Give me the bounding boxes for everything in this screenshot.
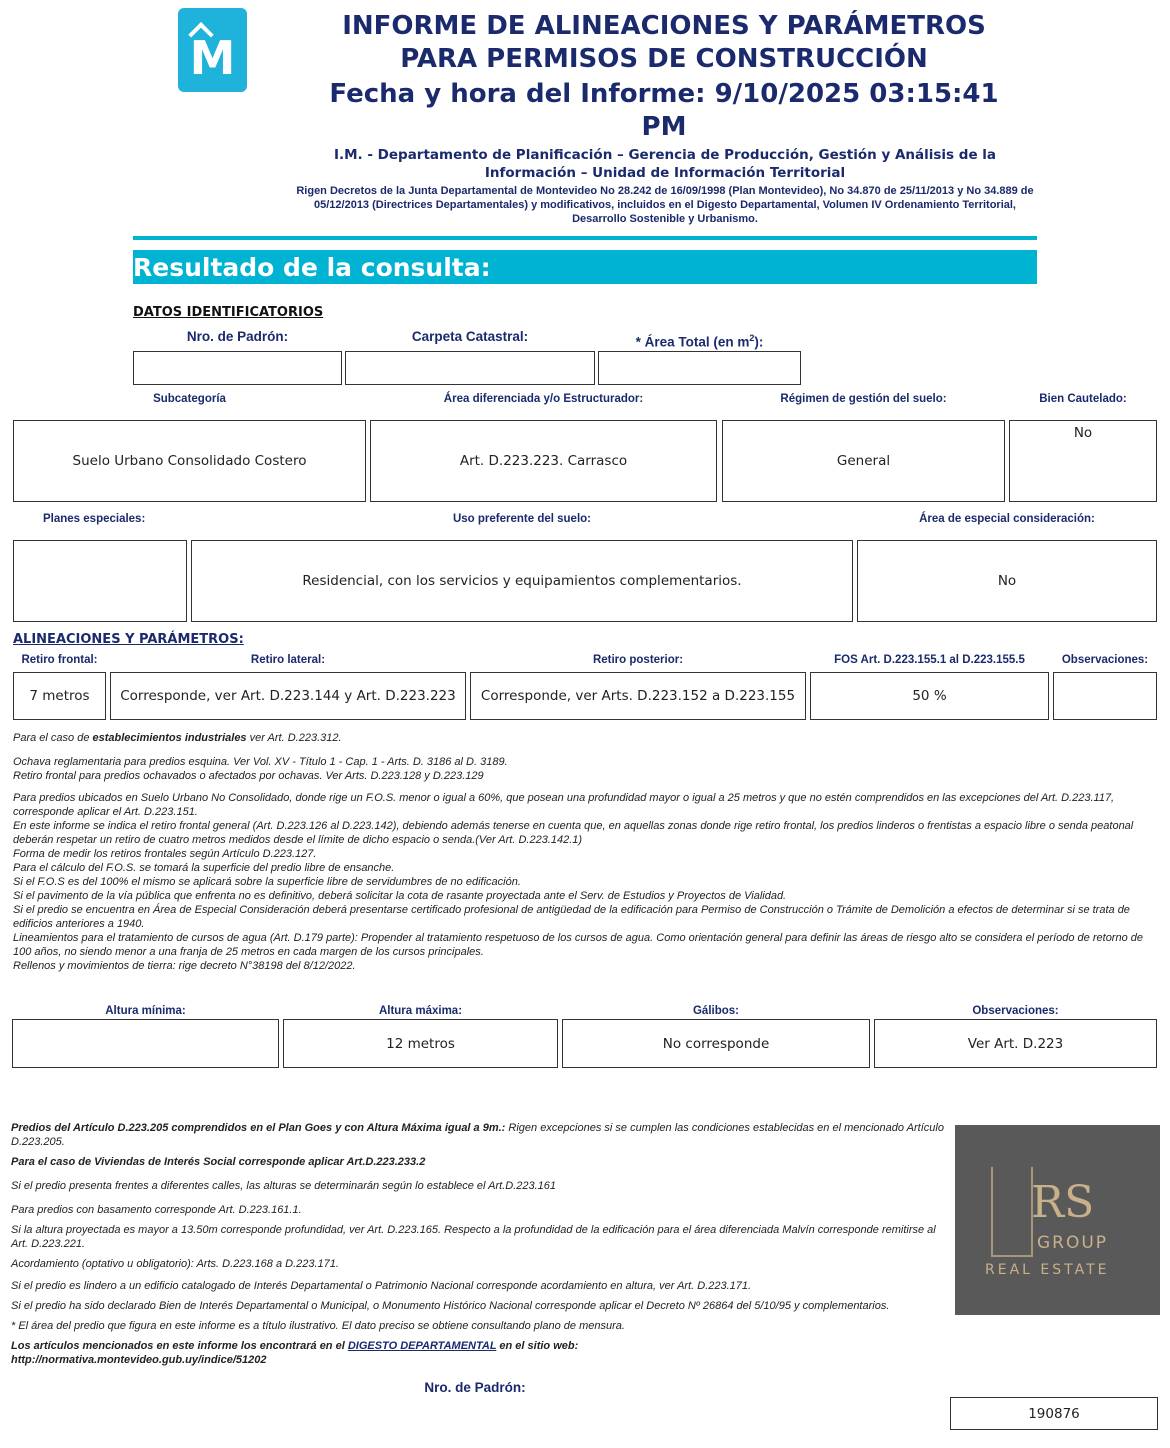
rs-group-watermark: RS GROUP REAL ESTATE xyxy=(955,1125,1160,1315)
area-field xyxy=(598,351,801,385)
note: Ochava reglamentaria para predios esquina. Ver Vol. XV - Título 1 - Cap. 1 - Arts. D. 3186 al D. 3189. Retiro frontal para predios ochavados o afectados por ochavas. Ver Arts. D.223.128 y D.223.129 xyxy=(13,756,508,782)
department: I.M. - Departamento de Planificación – Gerencia de Producción, Gestión y Análisis de la Información – Unidad de Información Territorial xyxy=(333,147,997,181)
notes-alturas xyxy=(11,1121,946,1367)
regimen-value: General xyxy=(722,420,1005,502)
digesto-note: Los artículos mencionados en este informe los encontrará en el DIGESTO DEPARTAMENTAL en el sitio web: http://normativa.montevideo.gub.uy/indice/51202 xyxy=(11,1340,579,1366)
bien-cautelado-label: Bien Cautelado: xyxy=(1039,393,1127,405)
digesto-url[interactable]: http://normativa.montevideo.gub.uy/indice/51202 xyxy=(11,1354,267,1366)
footer-padron-label: Nro. de Padrón: xyxy=(424,1380,526,1395)
notes-alineaciones xyxy=(13,731,1153,973)
note: Para el caso de Viviendas de Interés Social corresponde aplicar Art.D.223.233.2 xyxy=(11,1156,426,1168)
report-date-pm: PM xyxy=(641,112,687,142)
observaciones-label: Observaciones: xyxy=(1061,654,1149,666)
report-title-2: PARA PERMISOS DE CONSTRUCCIÓN xyxy=(400,44,928,74)
note: Si el predio presenta frentes a diferentes calles, las alturas se determinarán según lo establece el Art.D.223.161 xyxy=(11,1180,557,1192)
subcategoria-label: Subcategoría xyxy=(153,393,226,405)
note: Para predios con basamento corresponde Art. D.223.161.1. xyxy=(11,1204,302,1216)
carpeta-label: Carpeta Catastral: xyxy=(411,329,529,344)
area-label: * Área Total (en $m^2$): xyxy=(635,333,764,350)
area-diferenciada-label: Área diferenciada y/o Estructurador: xyxy=(443,393,644,405)
note: * El área del predio que figura en este informe es a título ilustrativo. El dato preciso se obtiene consultando plano de mensura. xyxy=(11,1320,625,1332)
note: Si la altura proyectada es mayor a 13.50m corresponde profundidad, ver Art. D.223.165. Respecto a la profundidad de la edificación para el área diferenciada Malvín corresponde remitirse al Art. D.223.221. xyxy=(11,1224,936,1250)
altura-maxima-label: Altura máxima: xyxy=(378,1005,463,1017)
im-logo: M xyxy=(178,8,247,92)
observaciones-value xyxy=(1053,672,1157,720)
area-especial-label: Área de especial consideración: xyxy=(919,513,1095,525)
fos-value: 50 % xyxy=(810,672,1049,720)
ident-heading: DATOS IDENTIFICATORIOS xyxy=(133,305,324,320)
alturas-observaciones-label: Observaciones: xyxy=(972,1005,1059,1017)
altura-minima-value xyxy=(12,1019,279,1068)
note: Acordamiento (optativo u obligatorio): Arts. D.223.168 a D.223.171. xyxy=(11,1258,339,1270)
galibos-label: Gálibos: xyxy=(692,1005,739,1017)
decree-text: Rigen Decretos de la Junta Departamental de Montevideo No 28.242 de 16/09/1998 (Plan Montevideo), No 34.870 de 25/11/2013 y No 34.889 de 05/12/2013 (Directrices Departamentales) y modificativos, incluidos en el Digesto Departamental, Volumen IV Ordenamiento Territorial, Desarrollo Sostenible y Urbanismo. xyxy=(296,185,1034,225)
altura-maxima-value: 12 metros xyxy=(283,1019,558,1068)
altura-minima-label: Altura mínima: xyxy=(105,1005,186,1017)
uso-label: Uso preferente del suelo: xyxy=(452,513,592,525)
padron-field xyxy=(133,351,342,385)
subcategoria-value: Suelo Urbano Consolidado Costero xyxy=(13,420,366,502)
alturas-observaciones-value: Ver Art. D.223 xyxy=(874,1019,1157,1068)
planes-label: Planes especiales: xyxy=(43,513,146,525)
note: Para predios ubicados en Suelo Urbano No Consolidado, donde rige un F.O.S. menor o igual a 60%, que posean una profundidad mayor o igual a 25 metros y que no estén comprendidos en las excepciones del Art. D.223.117, corresponde aplicar el Art. D.223.151. En este informe se indica el retiro frontal general (Art. D.223.126 al D.223.142), debiendo además tenerse en cuenta que, en aquellas zonas donde rige retiro frontal, los predios linderos o frentistas a espacio libre o senda peatonal deberán respetar un retiro de cuatro metros medidos desde el límite de dicho espacio o senda.(Ver Art. D.223.142.1) Forma de medir los retiros frontales según Artículo D.223.127. Para el cálculo del F.O.S. se tomará la superficie del predio libre de ensanche. Si el F.O.S es del 100% el mismo se aplicará sobre la superficie libre de servidumbres de no edificación. Si el pavimento de la vía pública que enfrenta no es definitivo, deberá solicitar la cota de rasante proyectada ante el Serv. de Estudios y Proyectos de Vialidad. Si el predio se encuentra en Área de Especial Consideración deberá presentarse certificado profesional de antigüedad de la edificación para Permiso de Construcción o Trámite de Demolición a efectos de determinar si se trata de edificios anteriores a 1940. Lineamientos para el tratamiento de cursos de agua (Art. D.179 parte): Propender al tratamiento respetuoso de los cursos de agua. Como orientación general para definir las áreas de riesgo alto se considera el período de retorno de 100 años, no siendo menor a una franja de 25 metros en cada margen de los cursos principales. Rellenos y movimientos de tierra: rige decreto N°38198 del 8/12/2022. xyxy=(13,792,1143,972)
note: Predios del Artículo D.223.205 comprendidos en el Plan Goes y con Altura Máxima igual a 9m.: Rigen excepciones si se cumplen las condiciones establecidas en el mencionado Artículo D.223.205. xyxy=(11,1122,944,1148)
planes-value xyxy=(13,540,187,622)
fos-label: FOS Art. D.223.155.1 al D.223.155.5 xyxy=(834,654,1025,666)
note: Si el predio ha sido declarado Bien de Interés Departamental o Municipal, o Monumento Histórico Nacional corresponde aplicar el Decreto Nº 26864 del 5/10/95 y complementarios. xyxy=(11,1300,890,1312)
regimen-label: Régimen de gestión del suelo: xyxy=(780,393,947,405)
note: Para el caso de establecimientos industriales ver Art. D.223.312. xyxy=(13,732,342,744)
footer-padron-value: 190876 xyxy=(950,1397,1158,1430)
area-diferenciada-value: Art. D.223.223. Carrasco xyxy=(370,420,717,502)
retiro-posterior-value: Corresponde, ver Arts. D.223.152 a D.223.155 xyxy=(470,672,806,720)
padron-label: Nro. de Padrón: xyxy=(186,329,289,344)
retiro-lateral-value: Corresponde, ver Art. D.223.144 y Art. D.223.223 xyxy=(110,672,466,720)
retiro-lateral-label: Retiro lateral: xyxy=(250,654,326,666)
carpeta-field xyxy=(345,351,595,385)
retiro-posterior-label: Retiro posterior: xyxy=(592,654,684,666)
building-icon xyxy=(991,1167,1033,1257)
retiro-frontal-value: 7 metros xyxy=(13,672,106,720)
bien-cautelado-value: No xyxy=(1009,420,1157,502)
report-title-1: INFORME DE ALINEACIONES Y PARÁMETROS xyxy=(342,11,986,41)
divider xyxy=(133,236,1037,240)
alineaciones-heading: ALINEACIONES Y PARÁMETROS: xyxy=(13,632,244,647)
note: Si el predio es lindero a un edificio catalogado de Interés Departamental o Patrimonio Nacional corresponde acordamiento en altura, ver Art. D.223.171. xyxy=(11,1280,752,1292)
result-banner: Resultado de la consulta: xyxy=(133,250,1037,284)
report-date: Fecha y hora del Informe: 9/10/2025 03:15:41 xyxy=(329,79,999,109)
retiro-frontal-label: Retiro frontal: xyxy=(21,654,98,666)
digesto-link[interactable]: DIGESTO DEPARTAMENTAL xyxy=(347,1340,497,1352)
area-especial-value: No xyxy=(857,540,1157,622)
galibos-value: No corresponde xyxy=(562,1019,870,1068)
uso-value: Residencial, con los servicios y equipamientos complementarios. xyxy=(191,540,853,622)
